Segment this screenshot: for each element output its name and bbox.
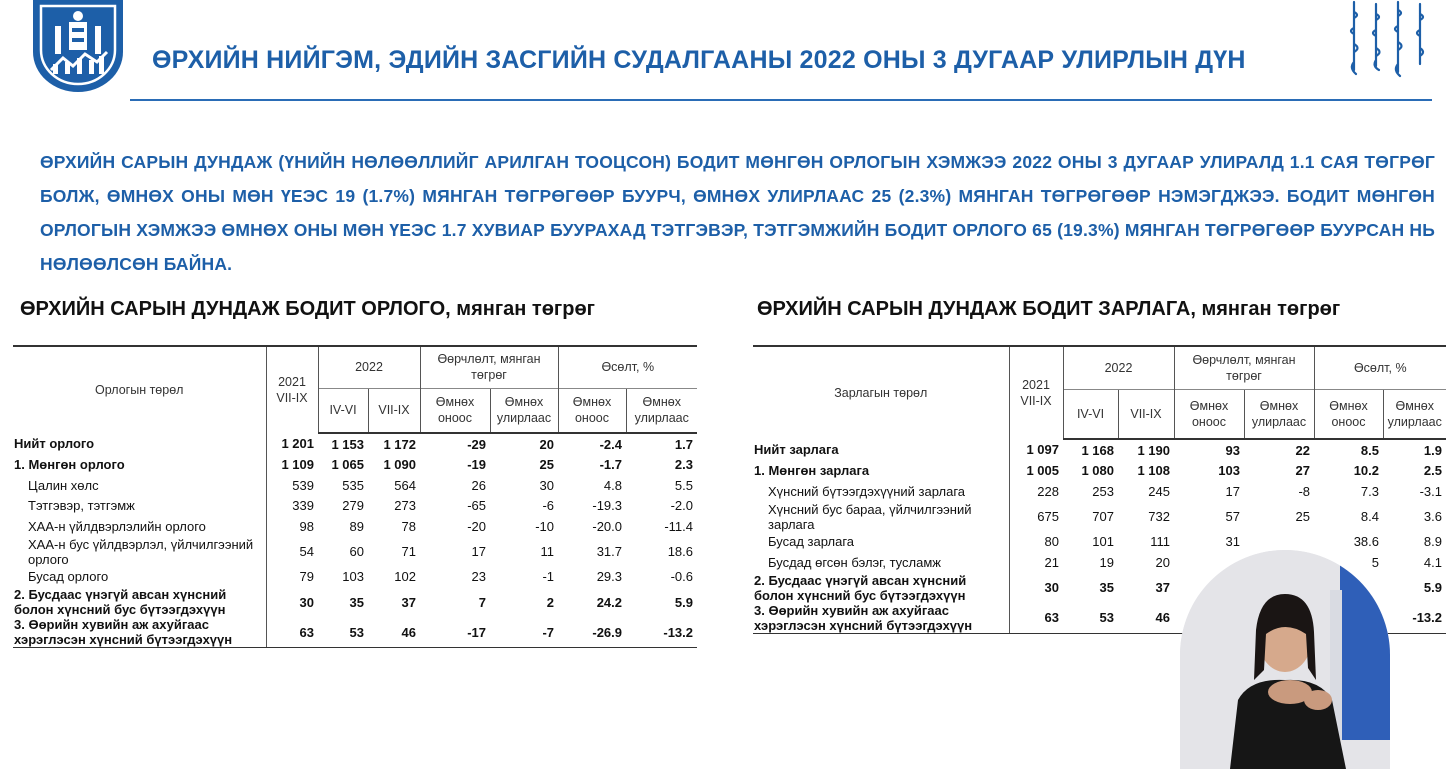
income-sub-growth-quarter: Өмнөх улирлаас xyxy=(626,388,697,433)
table-row xyxy=(13,433,697,455)
row-label: Бусад орлого xyxy=(28,569,109,585)
table-cell: 27 xyxy=(1295,463,1310,479)
table-cell: 31 xyxy=(1225,534,1240,550)
table-cell: 273 xyxy=(394,498,416,514)
table-row xyxy=(753,502,1446,532)
table-cell: 30 xyxy=(1009,573,1063,603)
table-cell: 1 109 xyxy=(266,455,318,476)
income-col-2021: 2021 VII-IX xyxy=(266,346,318,433)
table-cell: 1 153 xyxy=(331,436,364,452)
table-cell: 17 xyxy=(471,544,486,559)
table-cell: 103 xyxy=(1218,463,1240,479)
table-row xyxy=(13,617,697,648)
table-cell: 37 xyxy=(401,594,416,610)
expense-col-type: Зарлагын төрөл xyxy=(753,346,1009,439)
table-cell: 4.8 xyxy=(603,477,622,493)
table-row xyxy=(753,532,1446,553)
table-cell: 1 005 xyxy=(1009,461,1063,482)
table-cell: 1 168 xyxy=(1081,442,1114,458)
table-cell: 98 xyxy=(266,516,318,537)
table-cell: 564 xyxy=(394,477,416,493)
table-cell: 253 xyxy=(1092,483,1114,499)
table-row xyxy=(753,439,1446,461)
table-cell: -13.2 xyxy=(626,617,697,648)
income-heading-title: ӨРХИЙН САРЫН ДУНДАЖ БОДИТ ОРЛОГО, xyxy=(20,298,451,320)
table-cell: 17 xyxy=(1225,483,1240,499)
table-cell: -26.9 xyxy=(558,617,626,648)
table-cell: -19.3 xyxy=(592,498,622,514)
table-cell: 19 xyxy=(1099,554,1114,570)
table-cell: 102 xyxy=(394,569,416,585)
income-heading-unit: мянган төгрөг xyxy=(450,298,596,320)
table-cell: 5.9 xyxy=(1423,580,1442,595)
table-cell: 24.2 xyxy=(596,594,622,610)
income-sub-q2: IV-VI xyxy=(318,388,368,433)
expense-heading-unit: мянган төгрөг xyxy=(1195,298,1341,320)
table-cell: -10 xyxy=(535,518,554,534)
table-cell: 535 xyxy=(342,477,364,493)
table-cell: 8.5 xyxy=(1360,442,1379,458)
table-cell: 8.4 xyxy=(1360,509,1379,524)
table-cell: -65 xyxy=(467,498,486,514)
title-divider xyxy=(130,99,1432,101)
table-cell: 5 xyxy=(1371,554,1379,570)
table-cell: 5.9 xyxy=(674,594,693,610)
table-cell: 1 172 xyxy=(383,436,416,452)
expense-sub-q2: IV-VI xyxy=(1063,389,1118,439)
summary-paragraph: ӨРХИЙН САРЫН ДУНДАЖ (ҮНИЙН НӨЛӨӨЛЛИЙГ АРИЛГАН ТООЦСОН) БОДИТ МӨНГӨН ОРЛОГЫН ХЭМЖЭЭ 2022 ОНЫ 3 ДУГААР УЛИРАЛД 1.1 САЯ ТӨГРӨГ БОЛЖ, ӨМНӨХ ОНЫ МӨН ҮЕЭС 19 (1.7%) МЯНГАН ТӨГРӨГӨӨР БУУРЧ, ӨМНӨХ УЛИРЛААС 25 (2.3%) МЯНГАН ТӨГРӨГӨӨР НЭМЭГДЖЭЭ. БОДИТ МӨНГӨН ОРЛОГЫН ХЭМЖЭЭ ӨМНӨХ ОНЫ МӨН ҮЕЭС 1.7 ХУВИАР БУУРАХАД ТЭТГЭВЭР, ТЭТГЭМЖИЙН БОДИТ ОРЛОГО 65 (19.3%) МЯНГАН ТӨГРӨГӨӨР БУУРСАН НЬ НӨЛӨӨЛСӨН БАЙНА. xyxy=(40,152,1435,274)
table-cell: 1 065 xyxy=(331,457,364,473)
table-cell: 103 xyxy=(342,569,364,585)
table-row xyxy=(13,516,697,537)
income-table-heading xyxy=(20,298,595,321)
table-cell: 707 xyxy=(1092,509,1114,524)
table-row xyxy=(13,567,697,588)
table-cell: 675 xyxy=(1009,502,1063,532)
table-cell: 31.7 xyxy=(596,544,622,559)
table-row xyxy=(13,455,697,476)
table-cell: 1.7 xyxy=(674,436,693,452)
income-col-change: Өөрчлөлт, мянган төгрөг xyxy=(420,346,558,388)
expense-sub-change-quarter: Өмнөх улирлаас xyxy=(1244,389,1314,439)
table-cell: -0.6 xyxy=(670,569,693,585)
table-row xyxy=(753,481,1446,502)
table-row xyxy=(13,587,697,617)
income-col-growth: Өсөлт, % xyxy=(558,346,697,388)
income-sub-change-year: Өмнөх оноос xyxy=(420,388,490,433)
table-cell: 79 xyxy=(266,567,318,588)
table-cell: -17 xyxy=(420,617,490,648)
expense-table-heading xyxy=(757,298,1340,321)
table-cell: -1.7 xyxy=(599,457,622,473)
table-cell: 23 xyxy=(471,569,486,585)
table-cell: -8 xyxy=(1298,483,1310,499)
table-cell: 30 xyxy=(266,587,318,617)
table-cell: 38.6 xyxy=(1353,534,1379,550)
table-cell: 89 xyxy=(349,518,364,534)
table-cell: -29 xyxy=(467,436,486,452)
row-label: 2. Бусдаас үнэгүй авсан хүнсний болон хүнсний бус бүтээгдэхүүн xyxy=(754,572,967,603)
table-cell: 1 080 xyxy=(1081,463,1114,479)
table-cell: -20.0 xyxy=(592,518,622,534)
table-cell: 1 108 xyxy=(1137,463,1170,479)
table-cell: 7 xyxy=(478,594,486,610)
page-title: ӨРХИЙН НИЙГЭМ, ЭДИЙН ЗАСГИЙН СУДАЛГААНЫ 2022 ОНЫ 3 ДУГААР УЛИРЛЫН ДҮН xyxy=(152,46,1246,74)
table-cell: -7 xyxy=(490,617,558,648)
table-cell: 60 xyxy=(349,544,364,559)
sign-language-interpreter-video xyxy=(1180,550,1390,769)
table-cell: 1 201 xyxy=(266,433,318,455)
row-label: 3. Өөрийн хувийн аж ахуйгаас хэрэглэсэн хүнсний бүтээгдэхүүн xyxy=(753,603,1009,634)
mongolian-script-decoration xyxy=(1340,0,1435,92)
income-col-type: Орлогын төрөл xyxy=(13,346,266,433)
table-cell: 46 xyxy=(1118,603,1174,634)
table-row xyxy=(753,461,1446,482)
row-label: 2. Бусдаас үнэгүй авсан хүнсний болон хүнсний бус бүтээгдэхүүн xyxy=(14,587,227,617)
row-label: ХАА-н үйлдвэрлэлийн орлого xyxy=(28,518,206,534)
expense-sub-change-year: Өмнөх оноос xyxy=(1174,389,1244,439)
expense-col-change: Өөрчлөлт, мянган төгрөг xyxy=(1174,346,1314,389)
income-sub-q3: VII-IX xyxy=(368,388,420,433)
table-cell: 11 xyxy=(540,544,554,559)
table-cell: 37 xyxy=(1155,580,1170,595)
interpreter-image xyxy=(1180,550,1390,769)
table-cell: 35 xyxy=(349,594,364,610)
table-cell: 35 xyxy=(1099,580,1114,595)
row-label: 3. Өөрийн хувийн аж ахуйгаас хэрэглэсэн хүнсний бүтээгдэхүүн xyxy=(13,617,266,648)
table-cell: 228 xyxy=(1009,481,1063,502)
table-cell: 2.3 xyxy=(674,457,693,473)
table-cell: 8.9 xyxy=(1423,534,1442,550)
table-cell: 53 xyxy=(1063,603,1118,634)
income-sub-growth-year: Өмнөх оноос xyxy=(558,388,626,433)
table-cell: 29.3 xyxy=(596,569,622,585)
table-cell: -11.4 xyxy=(664,518,693,534)
table-cell: -19 xyxy=(467,457,486,473)
table-cell: 93 xyxy=(1225,442,1240,458)
table-cell: 46 xyxy=(368,617,420,648)
table-cell: 21 xyxy=(1009,552,1063,573)
table-cell: 78 xyxy=(401,518,416,534)
table-cell: 7.3 xyxy=(1360,483,1379,499)
table-cell: 5.5 xyxy=(674,477,693,493)
table-cell: 57 xyxy=(1225,509,1240,524)
table-cell: 18.6 xyxy=(667,544,693,559)
row-label: Бусад зарлага xyxy=(768,534,855,550)
table-cell: 25 xyxy=(539,457,554,473)
income-table-body xyxy=(13,433,697,648)
table-cell: 54 xyxy=(266,537,318,567)
table-cell: 63 xyxy=(1009,603,1063,634)
row-label: Хүнсний бүтээгдэхүүний зарлага xyxy=(768,483,965,499)
table-cell: 80 xyxy=(1009,532,1063,553)
row-label: Тэтгэвэр, тэтгэмж xyxy=(28,498,135,514)
table-cell: -6 xyxy=(542,498,554,514)
row-label: 1. Мөнгөн зарлага xyxy=(754,463,870,479)
table-cell: 1 190 xyxy=(1137,442,1170,458)
table-cell: 279 xyxy=(342,498,364,514)
income-sub-change-quarter: Өмнөх улирлаас xyxy=(490,388,558,433)
table-cell: 63 xyxy=(266,617,318,648)
expense-heading-title: ӨРХИЙН САРЫН ДУНДАЖ БОДИТ ЗАРЛАГА, xyxy=(757,298,1196,320)
table-cell: -2.0 xyxy=(670,498,693,514)
row-label: Бусдад өгсөн бэлэг, тусламж xyxy=(768,554,941,570)
expense-col-2021: 2021 VII-IX xyxy=(1009,346,1063,439)
table-cell: -20 xyxy=(467,518,486,534)
row-label: Хүнсний бус бараа, үйлчилгээний зарлага xyxy=(768,501,972,532)
table-cell: 732 xyxy=(1148,509,1170,524)
table-cell: 30 xyxy=(539,477,554,493)
expense-sub-growth-quarter: Өмнөх улирлаас xyxy=(1383,389,1446,439)
table-cell: 53 xyxy=(318,617,368,648)
row-label: Цалин хөлс xyxy=(28,477,99,493)
table-cell: -1 xyxy=(542,569,554,585)
row-label: Нийт орлого xyxy=(14,436,95,452)
expense-sub-q3: VII-IX xyxy=(1118,389,1174,439)
row-label: ХАА-н бус үйлдвэрлэл, үйлчилгээний орлого xyxy=(28,536,254,567)
table-cell: -3.1 xyxy=(1419,483,1442,499)
table-cell: 22 xyxy=(1295,442,1310,458)
table-cell: 26 xyxy=(471,477,486,493)
income-col-2022: 2022 xyxy=(318,346,420,388)
table-cell: 20 xyxy=(1155,554,1170,570)
table-cell: 1.9 xyxy=(1423,442,1442,458)
table-row xyxy=(13,537,697,567)
table-cell: 25 xyxy=(1295,509,1310,524)
expense-sub-growth-year: Өмнөх оноос xyxy=(1314,389,1383,439)
table-cell: 20 xyxy=(539,436,554,452)
table-cell: 71 xyxy=(401,544,416,559)
table-row xyxy=(13,475,697,496)
table-cell: 2.5 xyxy=(1423,463,1442,479)
row-label: Нийт зарлага xyxy=(754,442,839,458)
table-cell: 111 xyxy=(1150,534,1170,550)
table-cell: 339 xyxy=(266,496,318,517)
table-cell: 2 xyxy=(546,594,554,610)
row-label: 1. Мөнгөн орлого xyxy=(14,457,125,473)
table-row xyxy=(13,496,697,517)
table-cell: 101 xyxy=(1092,534,1114,550)
table-cell: 1 097 xyxy=(1009,439,1063,461)
table-cell: 1 090 xyxy=(383,457,416,473)
table-cell: 245 xyxy=(1148,483,1170,499)
income-table xyxy=(13,345,697,648)
expense-col-2022: 2022 xyxy=(1063,346,1174,389)
table-cell: 3.6 xyxy=(1423,509,1442,524)
table-cell: -13.2 xyxy=(1383,603,1446,634)
table-cell: -2.4 xyxy=(599,436,622,452)
expense-col-growth: Өсөлт, % xyxy=(1314,346,1446,389)
mongolia-statistics-logo xyxy=(33,0,123,92)
table-cell: 539 xyxy=(266,475,318,496)
table-cell xyxy=(1244,532,1314,553)
table-cell: 10.2 xyxy=(1353,463,1379,479)
table-cell: 4.1 xyxy=(1423,554,1442,570)
